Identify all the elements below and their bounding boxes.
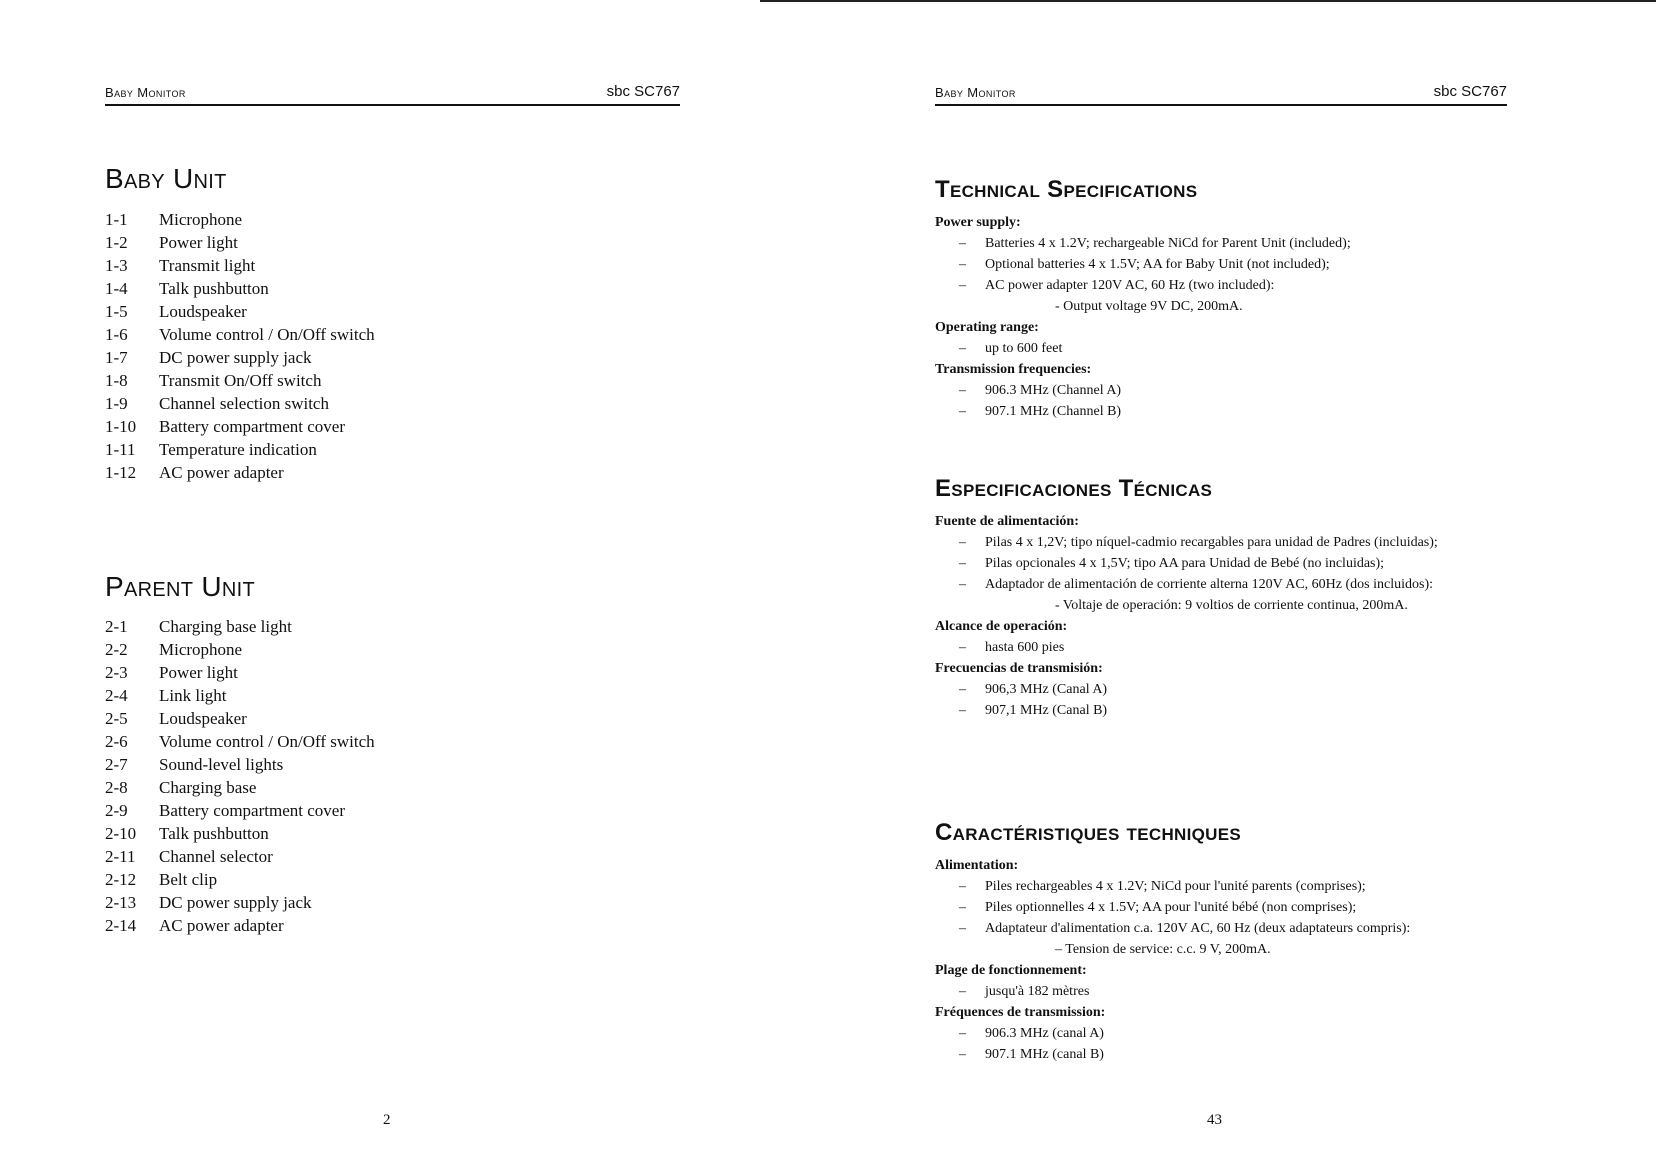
part-list-item: [105, 730, 375, 753]
part-number: 2-11: [105, 847, 136, 866]
bullet-dash-icon: –: [959, 682, 966, 697]
spec-item-text: Piles rechargeables 4 x 1.2V; NiCd pour l'unité parents (comprises);: [985, 879, 1366, 894]
spec-item-text: 906,3 MHz (Canal A): [985, 682, 1108, 697]
part-label: Battery compartment cover: [159, 801, 345, 820]
part-number: 1-11: [105, 440, 136, 459]
spec-item: [935, 701, 1635, 722]
part-label: Loudspeaker: [159, 302, 247, 321]
part-label: AC power adapter: [159, 916, 284, 935]
spec-item: [935, 575, 1635, 596]
spec-block-spanish: [935, 512, 1635, 722]
part-list-item: [105, 438, 375, 461]
spec-item-list: [935, 339, 1635, 360]
spec-item: [935, 680, 1635, 701]
spec-item-list: [935, 234, 1635, 318]
spec-item: [935, 402, 1635, 423]
spec-item: [935, 533, 1635, 554]
part-list-item: [105, 661, 375, 684]
part-label: Power light: [159, 663, 238, 682]
part-list-item: [105, 891, 375, 914]
part-label: Link light: [159, 686, 227, 705]
part-label: Belt clip: [159, 870, 218, 889]
bullet-dash-icon: –: [959, 984, 966, 999]
part-number: 1-12: [105, 463, 137, 482]
bullet-dash-icon: –: [959, 341, 966, 356]
spec-title-french: Caractéristiques techniques: [935, 819, 1242, 846]
bullet-dash-icon: –: [959, 703, 966, 718]
spec-group-label: Plage de fonctionnement:: [935, 963, 1087, 978]
part-number: 2-2: [105, 640, 128, 659]
bullet-dash-icon: –: [959, 404, 966, 419]
part-label: Microphone: [159, 210, 243, 229]
part-number: 2-4: [105, 686, 128, 705]
part-list-item: [105, 277, 375, 300]
part-label: DC power supply jack: [159, 893, 312, 912]
part-list-item: [105, 231, 375, 254]
part-list-item: [105, 254, 375, 277]
spec-item: [935, 234, 1635, 255]
spec-item-text: - Voltaje de operación: 9 voltios de corriente continua, 200mA.: [1055, 598, 1408, 613]
spec-item-text: 907,1 MHz (Canal B): [985, 703, 1108, 718]
spec-sub-item: [935, 596, 1635, 617]
running-header: [935, 84, 1507, 106]
spec-item-list: [935, 877, 1635, 961]
spec-item: [935, 276, 1635, 297]
part-label: Transmit On/Off switch: [159, 371, 322, 390]
spec-item: [935, 381, 1635, 402]
part-list-item: [105, 845, 375, 868]
spec-item: [935, 255, 1635, 276]
spec-item: [935, 638, 1635, 659]
part-list-item: [105, 822, 375, 845]
bullet-dash-icon: –: [959, 879, 966, 894]
bullet-dash-icon: –: [959, 577, 966, 592]
part-label: Microphone: [159, 640, 243, 659]
part-number: 1-5: [105, 302, 128, 321]
spec-group-label: Power supply:: [935, 215, 1021, 230]
spec-item: [935, 339, 1635, 360]
part-number: 1-4: [105, 279, 128, 298]
spec-item-text: 906.3 MHz (canal A): [985, 1026, 1104, 1041]
part-number: 1-2: [105, 233, 128, 252]
spec-item-text: Adaptateur d'alimentation c.a. 120V AC, 60 Hz (deux adaptateurs compris):: [985, 921, 1411, 936]
part-list-item: [105, 799, 375, 822]
spec-block-english: [935, 213, 1635, 423]
part-number: 1-1: [105, 210, 128, 229]
spec-item-text: up to 600 feet: [985, 341, 1063, 356]
part-list-item: [105, 392, 375, 415]
part-list-item: [105, 914, 375, 937]
part-label: Charging base light: [159, 617, 292, 636]
spec-item-list: [935, 1024, 1635, 1066]
part-label: Power light: [159, 233, 238, 252]
part-label: DC power supply jack: [159, 348, 312, 367]
part-list-item: [105, 615, 375, 638]
spec-sub-item: [935, 940, 1635, 961]
parent-unit-title: Parent Unit: [105, 571, 255, 602]
page-number: 43: [1207, 1112, 1222, 1128]
part-list-item: [105, 323, 375, 346]
spec-group-label: Transmission frequencies:: [935, 362, 1092, 377]
header-title: Baby Monitor: [935, 85, 1016, 100]
part-label: Talk pushbutton: [159, 279, 269, 298]
part-number: 2-1: [105, 617, 128, 636]
part-label: Channel selection switch: [159, 394, 329, 413]
part-number: 2-7: [105, 755, 128, 774]
part-list-item: [105, 346, 375, 369]
spec-group-label: Fréquences de transmission:: [935, 1005, 1106, 1020]
part-number: 1-6: [105, 325, 128, 344]
left-page: [0, 0, 760, 1174]
part-number: 2-3: [105, 663, 128, 682]
part-label: Channel selector: [159, 847, 273, 866]
part-list-item: [105, 776, 375, 799]
spec-title-english: Technical Specifications: [935, 176, 1198, 203]
spec-group-label: Alimentation:: [935, 858, 1019, 873]
header-model: sbc SC767: [1433, 83, 1507, 100]
part-number: 2-9: [105, 801, 128, 820]
baby-unit-parts-list: [105, 208, 375, 484]
part-number: 2-6: [105, 732, 128, 751]
part-number: 2-13: [105, 893, 137, 912]
spec-item-text: AC power adapter 120V AC, 60 Hz (two included):: [985, 278, 1275, 293]
spec-item: [935, 1045, 1635, 1066]
header-title: Baby Monitor: [105, 85, 186, 100]
spec-group-label: Operating range:: [935, 320, 1039, 335]
bullet-dash-icon: –: [959, 556, 966, 571]
spec-item-text: 907.1 MHz (canal B): [985, 1047, 1104, 1062]
spec-item-list: [935, 680, 1635, 722]
spec-item: [935, 898, 1635, 919]
part-list-item: [105, 300, 375, 323]
part-number: 2-14: [105, 916, 137, 935]
part-number: 2-12: [105, 870, 137, 889]
part-label: Battery compartment cover: [159, 417, 345, 436]
spec-item: [935, 1024, 1635, 1045]
bullet-dash-icon: –: [959, 640, 966, 655]
part-list-item: [105, 369, 375, 392]
baby-unit-title: Baby Unit: [105, 163, 227, 194]
part-label: Volume control / On/Off switch: [159, 325, 375, 344]
part-number: 1-10: [105, 417, 137, 436]
part-list-item: [105, 753, 375, 776]
spec-item-text: - Output voltage 9V DC, 200mA.: [1055, 299, 1243, 314]
part-list-item: [105, 638, 375, 661]
spec-item-text: Pilas 4 x 1,2V; tipo níquel-cadmio recargables para unidad de Padres (incluidas);: [985, 535, 1438, 550]
bullet-dash-icon: –: [959, 236, 966, 251]
part-label: AC power adapter: [159, 463, 284, 482]
spec-item-text: 906.3 MHz (Channel A): [985, 383, 1122, 398]
part-label: Talk pushbutton: [159, 824, 269, 843]
part-label: Transmit light: [159, 256, 256, 275]
spec-item-text: Piles optionnelles 4 x 1.5V; AA pour l'unité bébé (non comprises);: [985, 900, 1357, 915]
spec-item-text: Optional batteries 4 x 1.5V; AA for Baby Unit (not included);: [985, 257, 1330, 272]
spec-item-text: Batteries 4 x 1.2V; rechargeable NiCd for Parent Unit (included);: [985, 236, 1351, 251]
part-list-item: [105, 684, 375, 707]
spec-group-label: Fuente de alimentación:: [935, 514, 1079, 529]
spec-group-label: Frecuencias de transmisión:: [935, 661, 1103, 676]
part-label: Sound-level lights: [159, 755, 284, 774]
part-number: 2-10: [105, 824, 137, 843]
part-number: 1-7: [105, 348, 128, 367]
spec-item-list: [935, 638, 1635, 659]
spec-item: [935, 919, 1635, 940]
parent-unit-parts-list: [105, 615, 375, 937]
spec-item-text: Pilas opcionales 4 x 1,5V; tipo AA para Unidad de Bebé (no incluidas);: [985, 556, 1385, 571]
spec-item-list: [935, 381, 1635, 423]
spec-item: [935, 982, 1635, 1003]
part-number: 1-3: [105, 256, 128, 275]
spec-item-list: [935, 982, 1635, 1003]
bullet-dash-icon: –: [959, 1026, 966, 1041]
part-label: Volume control / On/Off switch: [159, 732, 375, 751]
running-header: [105, 84, 680, 106]
part-number: 2-5: [105, 709, 128, 728]
part-list-item: [105, 707, 375, 730]
spec-title-spanish: Especificaciones Técnicas: [935, 475, 1213, 502]
part-number: 1-8: [105, 371, 128, 390]
bullet-dash-icon: –: [959, 257, 966, 272]
spec-item-text: hasta 600 pies: [985, 640, 1065, 655]
bullet-dash-icon: –: [959, 535, 966, 550]
spec-block-french: [935, 856, 1635, 1066]
part-list-item: [105, 461, 375, 484]
part-label: Charging base: [159, 778, 257, 797]
part-list-item: [105, 208, 375, 231]
page-number: 2: [383, 1112, 391, 1128]
spec-item: [935, 554, 1635, 575]
spec-group-label: Alcance de operación:: [935, 619, 1068, 634]
part-number: 1-9: [105, 394, 128, 413]
spec-item-text: jusqu'à 182 mètres: [985, 984, 1090, 999]
part-number: 2-8: [105, 778, 128, 797]
spec-item-text: – Tension de service: c.c. 9 V, 200mA.: [1055, 942, 1271, 957]
spec-item-text: Adaptador de alimentación de corriente alterna 120V AC, 60Hz (dos incluidos):: [985, 577, 1433, 592]
bullet-dash-icon: –: [959, 1047, 966, 1062]
part-label: Temperature indication: [159, 440, 317, 459]
spec-item: [935, 877, 1635, 898]
right-page: [760, 0, 1656, 1174]
bullet-dash-icon: –: [959, 383, 966, 398]
part-label: Loudspeaker: [159, 709, 247, 728]
bullet-dash-icon: –: [959, 900, 966, 915]
bullet-dash-icon: –: [959, 278, 966, 293]
spec-item-list: [935, 533, 1635, 617]
spec-item-text: 907.1 MHz (Channel B): [985, 404, 1122, 419]
spec-sub-item: [935, 297, 1635, 318]
bullet-dash-icon: –: [959, 921, 966, 936]
part-list-item: [105, 868, 375, 891]
header-model: sbc SC767: [606, 83, 680, 100]
part-list-item: [105, 415, 375, 438]
